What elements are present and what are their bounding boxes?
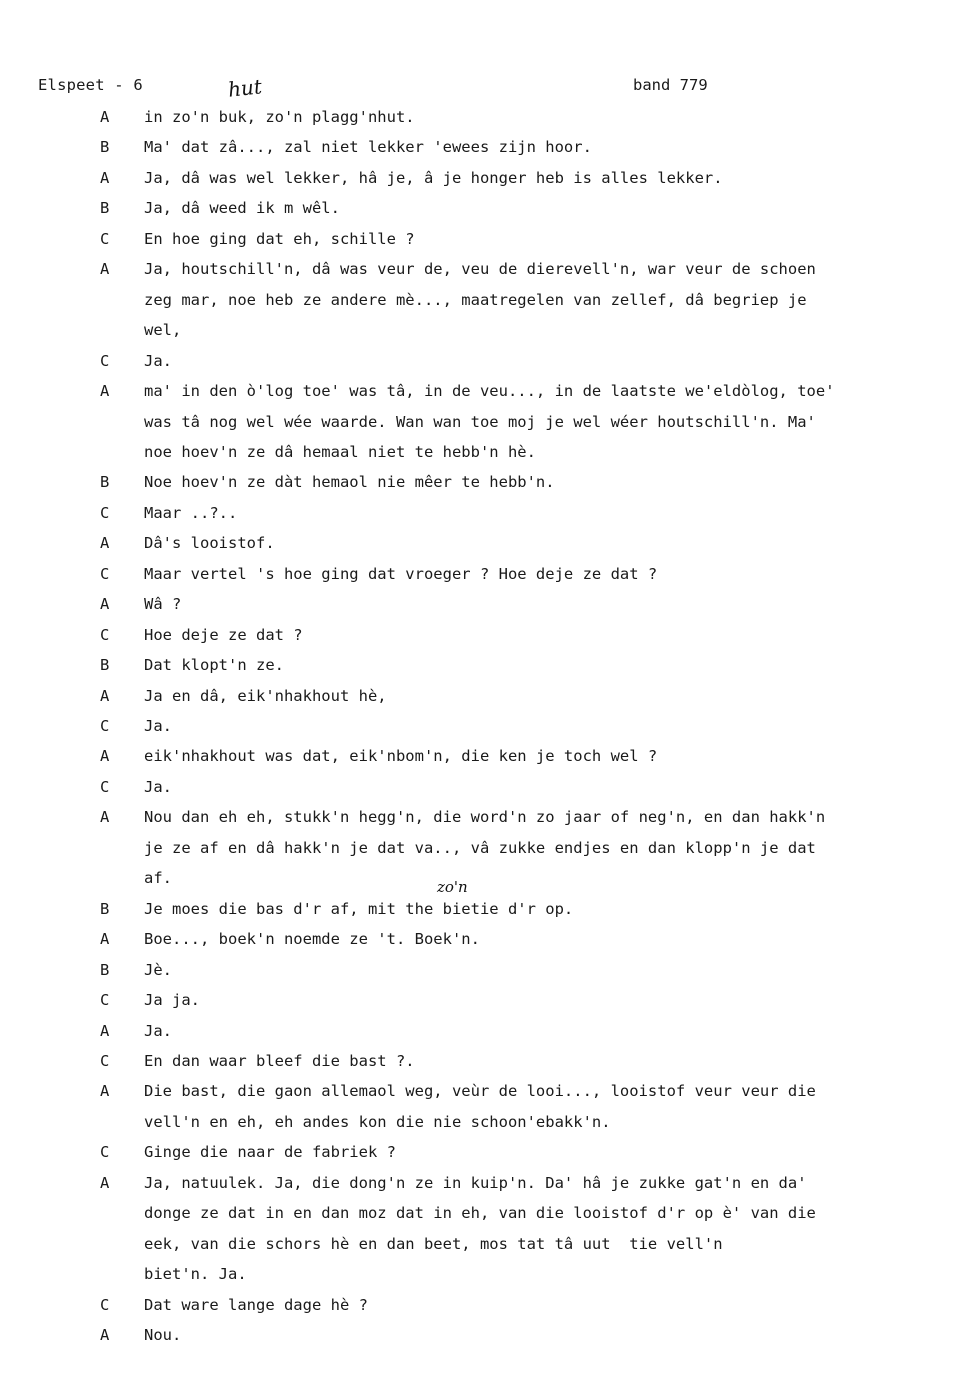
utterance-text: ma' in den ò'log toe' was tâ, in de veu..., in de laatste we'eldòlog, toe' xyxy=(144,382,835,401)
utterance-text: Ja, natuulek. Ja, die dong'n ze in kuip'n. Da' hâ je zukke gat'n en da' xyxy=(144,1173,807,1192)
transcript-line xyxy=(0,626,979,652)
transcript-line xyxy=(0,443,979,469)
transcript-line xyxy=(0,839,979,865)
transcript-line xyxy=(0,230,979,256)
handwritten-correction: hut xyxy=(226,74,263,102)
speaker-label: C xyxy=(100,1143,110,1162)
transcript-line xyxy=(0,1113,979,1139)
utterance-text: Maar vertel 's hoe ging dat vroeger ? Hoe deje ze dat ? xyxy=(144,564,658,583)
utterance-text: noe hoev'n ze dâ hemaal niet te hebb'n hè. xyxy=(144,442,536,461)
utterance-text: eek, van die schors hè en dan beet, mos tat tâ uut tie vell'n xyxy=(144,1234,723,1253)
transcript-line xyxy=(0,169,979,195)
transcript-line xyxy=(0,717,979,743)
transcript-line xyxy=(0,961,979,987)
utterance-text: Ja. xyxy=(144,717,172,735)
transcript-line xyxy=(0,321,979,347)
transcript-line xyxy=(0,504,979,530)
transcript-line xyxy=(0,687,979,713)
speaker-label: C xyxy=(100,777,110,796)
transcript-line xyxy=(0,1022,979,1048)
speaker-label: B xyxy=(100,656,110,675)
utterance-text: was tâ nog wel wée waarde. Wan wan toe moj je wel wéer houtschill'n. Ma' xyxy=(144,412,816,431)
speaker-label: A xyxy=(100,260,110,279)
transcript-line xyxy=(0,991,979,1017)
speaker-label: B xyxy=(100,199,110,218)
utterance-text: En hoe ging dat eh, schille ? xyxy=(144,229,415,248)
utterance-text: Jè. xyxy=(144,960,172,979)
transcript-line xyxy=(0,808,979,834)
utterance-text: eik'nhakhout was dat, eik'nbom'n, die ken je toch wel ? xyxy=(144,747,658,766)
transcript-line xyxy=(0,382,979,408)
utterance-text: af. xyxy=(144,869,172,888)
utterance-text: Maar ..?.. xyxy=(144,503,238,522)
utterance-text: biet'n. Ja. xyxy=(144,1265,247,1284)
transcript-line xyxy=(0,1265,979,1291)
speaker-label: C xyxy=(100,503,110,522)
speaker-label: C xyxy=(100,1295,110,1314)
transcript-line xyxy=(0,595,979,621)
utterance-text: Ja. xyxy=(144,1021,172,1040)
header-left: Elspeet - 6 xyxy=(38,76,143,94)
speaker-label: A xyxy=(100,1082,110,1101)
utterance-text: Je moes die bas d'r af, mit the bietie d'r op. xyxy=(144,899,574,918)
utterance-text: Ja ja. xyxy=(144,991,200,1010)
speaker-label: C xyxy=(100,1051,110,1070)
utterance-text: Ginge die naar de fabriek ? xyxy=(144,1143,396,1162)
utterance-text: En dan waar bleef die bast ?. xyxy=(144,1051,415,1070)
speaker-label: A xyxy=(100,595,110,614)
utterance-text: wel, xyxy=(144,321,182,340)
speaker-label: A xyxy=(100,108,110,126)
transcript-line xyxy=(0,108,979,134)
transcript-line xyxy=(0,565,979,591)
speaker-label: A xyxy=(100,808,110,827)
transcript-line xyxy=(0,473,979,499)
transcript-line xyxy=(0,1326,979,1352)
utterance-text: Ja. xyxy=(144,777,172,796)
utterance-text: Nou dan eh eh, stukk'n hegg'n, die word'n zo jaar of neg'n, en dan hakk'n xyxy=(144,808,826,827)
transcript-line xyxy=(0,778,979,804)
speaker-label: B xyxy=(100,899,110,918)
utterance-text: Noe hoev'n ze dàt hemaol nie mêer te hebb'n. xyxy=(144,473,555,492)
utterance-text: Ja, dâ weed ik m wêl. xyxy=(144,199,340,218)
transcript-line xyxy=(0,1174,979,1200)
utterance-text: zeg mar, noe heb ze andere mè..., maatregelen van zellef, dâ begriep je xyxy=(144,290,807,309)
speaker-label: C xyxy=(100,351,110,370)
utterance-text: Dat ware lange dage hè ? xyxy=(144,1295,368,1314)
utterance-text: Dat klopt'n ze. xyxy=(144,656,284,675)
speaker-label: A xyxy=(100,1326,110,1344)
transcript-line xyxy=(0,1082,979,1108)
transcript-line xyxy=(0,352,979,378)
utterance-text: Dâ's looistof. xyxy=(144,534,275,553)
transcript-line xyxy=(0,291,979,317)
utterance-text: Die bast, die gaon allemaol weg, veùr de looi..., looistof veur veur die xyxy=(144,1082,816,1101)
transcript-line xyxy=(0,900,979,926)
transcript-line xyxy=(0,199,979,225)
speaker-label: A xyxy=(100,382,110,401)
speaker-label: C xyxy=(100,625,110,644)
speaker-label: C xyxy=(100,229,110,248)
speaker-label: C xyxy=(100,991,110,1010)
transcript-line xyxy=(0,1052,979,1078)
speaker-label: A xyxy=(100,1173,110,1192)
utterance-text: Hoe deje ze dat ? xyxy=(144,625,303,644)
transcript-line xyxy=(0,413,979,439)
speaker-label: A xyxy=(100,686,110,705)
handwritten-insert: zo'n xyxy=(437,878,468,896)
speaker-label: A xyxy=(100,534,110,553)
utterance-text: vell'n en eh, eh andes kon die nie schoon'ebakk'n. xyxy=(144,1112,611,1131)
utterance-text: in zo'n buk, zo'n plagg'nhut. xyxy=(144,108,415,126)
transcript-line xyxy=(0,747,979,773)
transcript-line xyxy=(0,1204,979,1230)
utterance-text: Wâ ? xyxy=(144,595,182,614)
speaker-label: A xyxy=(100,1021,110,1040)
speaker-label: B xyxy=(100,473,110,492)
speaker-label: A xyxy=(100,168,110,187)
utterance-text: Ma' dat zâ..., zal niet lekker 'ewees zijn hoor. xyxy=(144,138,592,157)
utterance-text: Boe..., boek'n noemde ze 't. Boek'n. xyxy=(144,930,480,949)
speaker-label: C xyxy=(100,717,110,735)
header-right: band 779 xyxy=(633,76,708,94)
speaker-label: C xyxy=(100,564,110,583)
utterance-text: Ja. xyxy=(144,351,172,370)
transcript-line xyxy=(0,138,979,164)
transcript-line xyxy=(0,260,979,286)
transcript-line xyxy=(0,534,979,560)
transcript-line xyxy=(0,930,979,956)
speaker-label: A xyxy=(100,747,110,766)
transcript-line xyxy=(0,1143,979,1169)
transcript-line xyxy=(0,1235,979,1261)
utterance-text: je ze af en dâ hakk'n je dat va.., vâ zukke endjes en dan klopp'n je dat xyxy=(144,838,816,857)
utterance-text: Nou. xyxy=(144,1326,182,1344)
transcript-line xyxy=(0,656,979,682)
speaker-label: A xyxy=(100,930,110,949)
utterance-text: Ja en dâ, eik'nhakhout hè, xyxy=(144,686,387,705)
speaker-label: B xyxy=(100,960,110,979)
transcript-line xyxy=(0,869,979,895)
utterance-text: donge ze dat in en dan moz dat in eh, van die looistof d'r op è' van die xyxy=(144,1204,816,1223)
transcript-line xyxy=(0,1296,979,1322)
utterance-text: Ja, houtschill'n, dâ was veur de, veu de dierevell'n, war veur de schoen xyxy=(144,260,816,279)
utterance-text: Ja, dâ was wel lekker, hâ je, â je honger heb is alles lekker. xyxy=(144,168,723,187)
speaker-label: B xyxy=(100,138,110,157)
